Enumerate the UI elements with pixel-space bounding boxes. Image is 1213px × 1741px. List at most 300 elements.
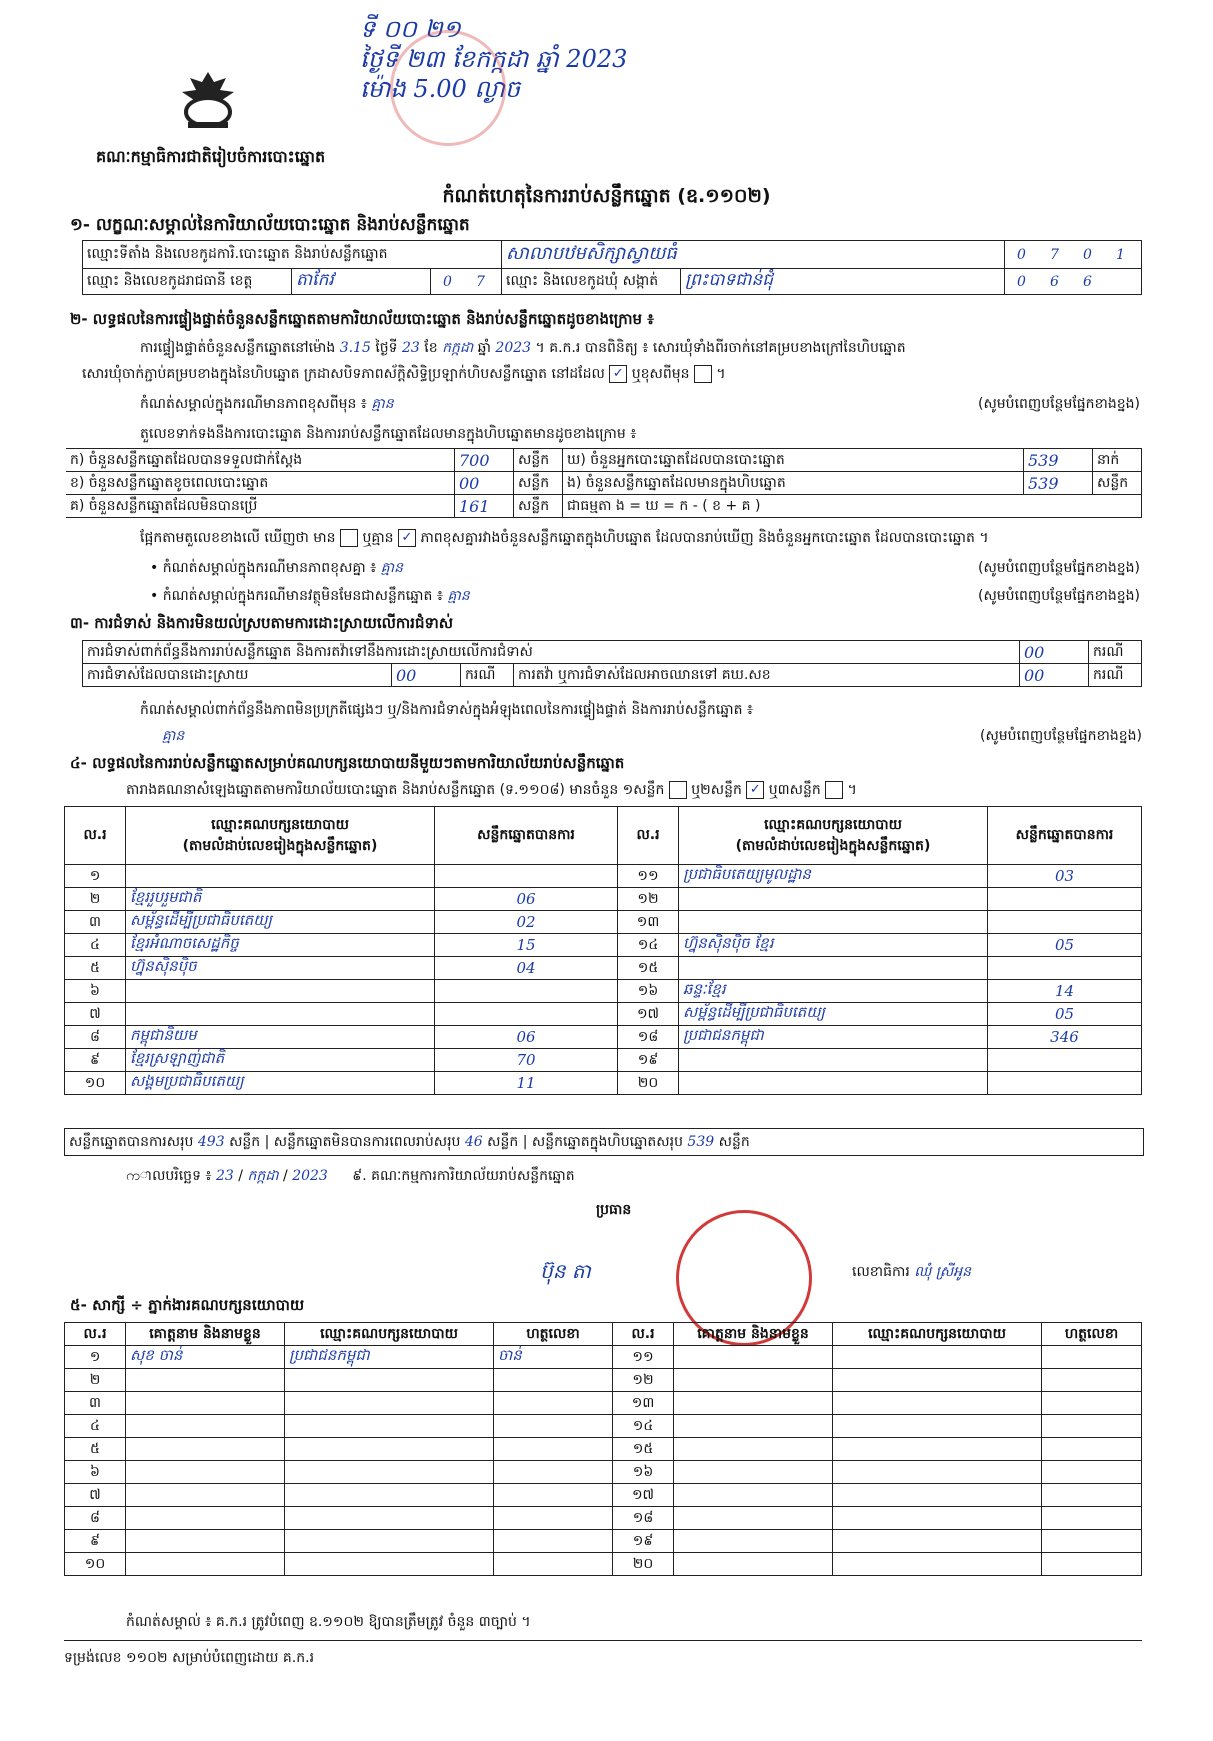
witness-party[interactable]: [285, 1415, 494, 1438]
unit: សន្លឹក: [514, 449, 563, 472]
unit: សន្លឹក: [718, 1134, 750, 1150]
note-line-3: ម៉ោង 5.00 ល្ងាច: [360, 75, 521, 103]
same-check-icon[interactable]: ✓: [609, 365, 627, 383]
row-number: ១០: [65, 1553, 126, 1576]
row-number: ២០: [613, 1553, 674, 1576]
table-row: [65, 1438, 1142, 1461]
time-value: 3.15: [339, 340, 371, 356]
witness-signature[interactable]: [1042, 1530, 1142, 1553]
witness-signature[interactable]: [494, 1507, 613, 1530]
row-number: ១១: [613, 1346, 674, 1369]
row-number: ៩: [65, 1530, 126, 1553]
total-valid-label: សន្លឹកឆ្នោតបានការសរុប: [69, 1134, 194, 1150]
party-name: ប្រជាធិបតេយ្យមូលដ្ឋាន: [679, 865, 988, 888]
year-label: ឆ្នាំ: [477, 340, 491, 356]
row-number: ៨: [65, 1507, 126, 1530]
date-year: 2023: [292, 1168, 328, 1184]
witness-party[interactable]: [285, 1484, 494, 1507]
witness-party[interactable]: [285, 1461, 494, 1484]
witness-signature[interactable]: [1042, 1369, 1142, 1392]
ng-label: ង) ចំនួនសន្លឹកឆ្នោតដែលមានក្នុងហិបឆ្នោត: [563, 472, 1024, 495]
day-value: 23: [401, 340, 420, 356]
verification-line: [140, 338, 1140, 359]
date-line: ကាលបរិច្ឆេទ ៖ 23 / កក្កដា / 2023 ៩. គណៈកម្មការការិយាល័យរាប់សន្លឹកឆ្នោត: [126, 1168, 575, 1184]
witness-name[interactable]: [674, 1507, 833, 1530]
col-votes-header: សន្លឹកឆ្នោតបានការ: [435, 807, 618, 865]
code-digit: 0: [1017, 246, 1026, 263]
witness-name[interactable]: [126, 1507, 285, 1530]
witness-name[interactable]: [674, 1484, 833, 1507]
col-no-header: ល.រ: [65, 1323, 126, 1346]
witness-name[interactable]: [126, 1484, 285, 1507]
table-row: [65, 1072, 1142, 1095]
code-digit: 0: [1083, 246, 1092, 263]
party-name: សម្ព័ន្ធដើម្បីប្រជាធិបតេយ្យ: [679, 1003, 988, 1026]
table-row: [65, 957, 1142, 980]
witness-party[interactable]: [285, 1392, 494, 1415]
table-row: [65, 1484, 1142, 1507]
diff-checkbox[interactable]: [694, 365, 712, 383]
g-label: ឃ) ចំនួនអ្នកបោះឆ្នោតដែលបានបោះឆ្នោត: [563, 449, 1024, 472]
witness-party[interactable]: [285, 1530, 494, 1553]
party-votes: [988, 1049, 1142, 1072]
fill-hint: (សូមបំពេញបន្ថែមផ្នែកខាងខ្នង): [978, 560, 1140, 576]
witness-signature[interactable]: [1042, 1438, 1142, 1461]
table-row: [65, 1003, 1142, 1026]
witness-signature[interactable]: [494, 1392, 613, 1415]
party-name: ហ្វ៊ុនស៊ិនប៉ិច: [126, 957, 435, 980]
witness-name[interactable]: [126, 1369, 285, 1392]
witness-party[interactable]: [833, 1507, 1042, 1530]
total-box-label: សន្លឹកឆ្នោតក្នុងហិបឆ្នោតសរុប: [531, 1134, 683, 1150]
secretary-label: លេខាធិការ: [852, 1264, 910, 1280]
row-number: ១៥: [618, 957, 679, 980]
witness-party[interactable]: [833, 1553, 1042, 1576]
unit: សន្លឹក: [229, 1134, 261, 1150]
note-line-1: ទី ០០ ២១: [360, 15, 461, 43]
date-label: ကាលបរិច្ឆេទ ៖: [126, 1168, 212, 1184]
party-name: [679, 1072, 988, 1095]
table-row: [65, 1461, 1142, 1484]
table-row: [65, 1392, 1142, 1415]
witness-party[interactable]: [285, 1553, 494, 1576]
row-number: ២០: [618, 1072, 679, 1095]
party-name: [679, 957, 988, 980]
party-votes: 15: [435, 934, 618, 957]
formula: ជាធម្មតា ង = ឃ = ក - ( ខ + គ ): [563, 495, 1142, 518]
total-invalid-value: 46: [464, 1134, 483, 1150]
party-votes: 11: [435, 1072, 618, 1095]
row-number: ១៥: [613, 1438, 674, 1461]
row-number: ៣: [65, 1392, 126, 1415]
witness-party[interactable]: [833, 1369, 1042, 1392]
col-votes-header: សន្លឹកឆ្នោតបានការ: [988, 807, 1142, 865]
table-row: [65, 911, 1142, 934]
two-sheet-label: ឬ២សន្លឹក: [691, 782, 742, 798]
witness-signature[interactable]: [1042, 1392, 1142, 1415]
row-number: ១: [65, 1346, 126, 1369]
kh-value: 00: [455, 472, 514, 495]
row2-label: ឈ្មោះ និងលេខកូដរាជធានី ខេត្ត: [83, 269, 292, 295]
witness-name[interactable]: [126, 1553, 285, 1576]
seal-line: សោរឃុំចាក់ភ្ជាប់គម្របខាងក្នុងនៃហិបឆ្នោត ក្រដាសបិទភាពស័ក្តិសិទ្ធិប្រឡាក់ហិបសន្លឹកឆ្នោត នៅដដែល ✓ ឬខុសពីមុន ។: [82, 366, 726, 382]
row-number: ១៣: [618, 911, 679, 934]
row-number: ១០: [65, 1072, 126, 1095]
one-sheet-checkbox[interactable]: [669, 781, 687, 799]
witness-signature[interactable]: [494, 1369, 613, 1392]
party-votes: [988, 1072, 1142, 1095]
row-number: ១៩: [613, 1530, 674, 1553]
party-votes: 14: [988, 980, 1142, 1003]
witness-name[interactable]: [674, 1553, 833, 1576]
compare-line: [140, 528, 1140, 549]
party-votes: 346: [988, 1026, 1142, 1049]
total-box-value: 539: [687, 1134, 715, 1150]
section3-note-label: កំណត់សម្គាល់ពាក់ព័ន្ធនឹងភាពមិនប្រក្រតីផ្សេងៗ ឬ/និងការជំទាស់ក្នុងអំឡុងពេលនៃការផ្ទៀងផ្ទាត់ និងការរាប់សន្លឹកឆ្នោត ៖: [140, 702, 754, 718]
party-votes: [435, 1003, 618, 1026]
witness-signature[interactable]: [1042, 1484, 1142, 1507]
para-a: ការផ្ទៀងផ្ទាត់ចំនួនសន្លឹកឆ្នោតនៅម៉ោង: [140, 340, 336, 356]
witness-signature[interactable]: [494, 1461, 613, 1484]
col-party-title: ឈ្មោះគណបក្សនយោបាយ: [211, 816, 349, 833]
row-number: ៩: [65, 1049, 126, 1072]
table-row: [65, 888, 1142, 911]
row1-code: [1005, 241, 1142, 269]
witness-signature[interactable]: [494, 1438, 613, 1461]
party-votes: [435, 865, 618, 888]
row-number: ៤: [65, 1415, 126, 1438]
three-sheet-label: ឬ៣សន្លឹក: [768, 782, 821, 798]
has-diff-checkbox[interactable]: [340, 529, 358, 547]
fill-hint: (សូមបំពេញបន្ថែមផ្នែកខាងខ្នង): [980, 728, 1142, 744]
witness-signature[interactable]: [1042, 1507, 1142, 1530]
unit: នាក់: [1093, 449, 1142, 472]
note1-label: កំណត់សម្គាល់ក្នុងករណីមានភាពខុសពីមុន ៖: [140, 396, 367, 412]
note1-line: [140, 394, 1140, 415]
row-number: ៦: [65, 980, 126, 1003]
objection-table: [82, 640, 1142, 687]
row-number: ១២: [618, 888, 679, 911]
code-digit: 6: [1050, 273, 1059, 290]
day-label: ថ្ងៃទី: [375, 340, 398, 356]
row-number: ២: [65, 888, 126, 911]
unit: សន្លឹក: [514, 472, 563, 495]
witness-name[interactable]: [674, 1461, 833, 1484]
col-party-title: ឈ្មោះគណបក្សនយោបាយ: [764, 816, 902, 833]
row-number: ១៤: [618, 934, 679, 957]
party-votes: 05: [988, 1003, 1142, 1026]
row-number: ៣: [65, 911, 126, 934]
row-number: ៥: [65, 957, 126, 980]
section1-table: [82, 240, 1142, 295]
form-code: ទម្រង់លេខ ១១០២ សម្រាប់បំពេញដោយ គ.ក.រ: [64, 1650, 315, 1666]
section3-note-value: គ្មាន: [162, 728, 185, 744]
party-name: [126, 1003, 435, 1026]
party-name: [679, 911, 988, 934]
party-name: ប្រជាជនកម្ពុជា: [679, 1026, 988, 1049]
r2b-label: ការតវ៉ា ឬការជំទាស់ដែលអាចឈានទៅ គឃ.សខ: [514, 664, 1020, 687]
row2-code: [431, 269, 502, 295]
row-number: ៧: [65, 1003, 126, 1026]
witness-signature[interactable]: [1042, 1346, 1142, 1369]
section2-title: ២- លទ្ធផលនៃការផ្ទៀងផ្ទាត់ចំនួនសន្លឹកឆ្នោតតាមការិយាល័យបោះឆ្នោត និងរាប់សន្លឹកឆ្នោតដូចខាងក្រោម ៖: [70, 310, 654, 328]
col-party-header: [679, 807, 988, 865]
witness-party[interactable]: [833, 1461, 1042, 1484]
row-number: ១៣: [613, 1392, 674, 1415]
row-number: ៦: [65, 1461, 126, 1484]
col-name-header: គោត្តនាម និងនាមខ្លួន: [126, 1323, 285, 1346]
party-name: [126, 865, 435, 888]
party-votes: [988, 888, 1142, 911]
table-row: [65, 1507, 1142, 1530]
witness-signature[interactable]: [1042, 1415, 1142, 1438]
row1-label: ឈ្មោះទីតាំង និងលេខកូដការិ.បោះឆ្នោត និងរាប់សន្លឹកឆ្នោត: [83, 241, 502, 269]
party-votes: 05: [988, 934, 1142, 957]
r2-value: 00: [392, 664, 461, 687]
row-number: ១៨: [613, 1507, 674, 1530]
witness-party[interactable]: ប្រជាជនកម្ពុជា: [285, 1346, 494, 1369]
witness-signature[interactable]: [494, 1484, 613, 1507]
row-number: ១៨: [618, 1026, 679, 1049]
party-name: ខ្មែរស្រឡាញ់ជាតិ: [126, 1049, 435, 1072]
code-digit: 0: [1017, 273, 1026, 290]
row-number: ១៩: [618, 1049, 679, 1072]
row-number: ១: [65, 865, 126, 888]
r2-label: ការជំទាស់ដែលបានដោះស្រាយ: [83, 664, 392, 687]
party-name: ឆន្ទៈខ្មែរ: [679, 980, 988, 1003]
table-row: [65, 1026, 1142, 1049]
commission-emblem-icon: [168, 68, 248, 130]
chair-label: ប្រធាន: [596, 1202, 632, 1218]
row-number: ៧: [65, 1484, 126, 1507]
note3-line: [150, 586, 1140, 607]
note2-line: [150, 558, 1140, 579]
date-day: 23: [216, 1168, 234, 1184]
party-name: ខ្មែររួបរួមជាតិ: [126, 888, 435, 911]
no-diff-check-icon[interactable]: ✓: [398, 529, 416, 547]
table-row: [65, 1415, 1142, 1438]
party-name: សង្គមប្រជាធិបតេយ្យ: [126, 1072, 435, 1095]
party-votes: 04: [435, 957, 618, 980]
witness-name[interactable]: [126, 1461, 285, 1484]
party-votes: 02: [435, 911, 618, 934]
code-digit: 6: [1083, 273, 1092, 290]
col-party-header: ឈ្មោះគណបក្សនយោបាយ: [285, 1323, 494, 1346]
note2-label: • កំណត់សម្គាល់ក្នុងករណីមានភាពខុសគ្នា ៖: [150, 560, 377, 576]
row-number: ១១: [618, 865, 679, 888]
compare-b: ឬគ្មាន: [362, 530, 394, 546]
party-name: [126, 980, 435, 1003]
para-c: សោរឃុំចាក់ភ្ជាប់គម្របខាងក្នុងនៃហិបឆ្នោត ក្រដាសបិទភាពស័ក្តិសិទ្ធិប្រឡាក់ហិបសន្លឹកឆ្នោត នៅដដែល: [82, 366, 605, 382]
year-value: 2023: [495, 340, 532, 356]
witness-signature[interactable]: [494, 1530, 613, 1553]
compare-a: ផ្អែកតាមតួលេខខាងលើ ឃើញថា មាន: [140, 530, 336, 546]
table-row: [65, 865, 1142, 888]
code-digit: 7: [476, 273, 485, 290]
witness-name[interactable]: [674, 1392, 833, 1415]
k-value: 700: [455, 449, 514, 472]
witness-party[interactable]: [833, 1415, 1042, 1438]
witness-party[interactable]: [285, 1438, 494, 1461]
witness-signature[interactable]: ចាន់: [494, 1346, 613, 1369]
unit: សន្លឹក: [1093, 472, 1142, 495]
party-name: [679, 888, 988, 911]
party-votes: 70: [435, 1049, 618, 1072]
witness-party[interactable]: [833, 1438, 1042, 1461]
table-row: [65, 1049, 1142, 1072]
col-sign-header: ហត្ថលេខា: [1042, 1323, 1142, 1346]
g-value: 539: [1024, 449, 1093, 472]
party-name: សម្ព័ន្ធដើម្បីប្រជាធិបតេយ្យ: [126, 911, 435, 934]
three-sheet-checkbox[interactable]: [825, 781, 843, 799]
table-row: [65, 1553, 1142, 1576]
row-number: ១៧: [618, 1003, 679, 1026]
note2-value: គ្មាន: [380, 560, 404, 576]
form-title: កំណត់ហេតុនៃការរាប់សន្លឹកឆ្នោត (ឧ.១១០២): [442, 185, 771, 207]
ballot-sheets-label: តារាងគណនាសំឡេងឆ្នោតតាមការិយាល័យបោះឆ្នោត និងរាប់សន្លឹកឆ្នោត (ទ.១១០៨) មានចំនួន ១សន្លឹក: [126, 782, 665, 798]
party-votes: [988, 957, 1142, 980]
row-number: ១៦: [613, 1461, 674, 1484]
k-label: ក) ចំនួនសន្លឹកឆ្នោតដែលបានទទួលជាក់ស្តែង: [66, 449, 455, 472]
col-party-header: ឈ្មោះគណបក្សនយោបាយ: [833, 1323, 1042, 1346]
witness-party[interactable]: [285, 1507, 494, 1530]
party-name: ខ្មែរអំណាចសេដ្ឋកិច្ច: [126, 934, 435, 957]
unit: សន្លឹក: [487, 1134, 519, 1150]
row-number: ១៧: [613, 1484, 674, 1507]
witness-name[interactable]: [674, 1438, 833, 1461]
witness-name[interactable]: [674, 1369, 833, 1392]
total-invalid-label: សន្លឹកឆ្នោតមិនបានការពេលរាប់សរុប: [273, 1134, 461, 1150]
witness-name[interactable]: [126, 1438, 285, 1461]
table-row: [65, 934, 1142, 957]
r2b-value: 00: [1020, 664, 1089, 687]
footer-note: កំណត់សម្គាល់ ៖ គ.ក.រ ត្រូវបំពេញ ឧ.១១០២ ឱ្យបានត្រឹមត្រូវ ចំនួន ៣ច្បាប់ ។: [126, 1614, 531, 1630]
row-number: ១៦: [618, 980, 679, 1003]
table-row: [65, 1346, 1142, 1369]
table-row: [65, 980, 1142, 1003]
col-no-header: ល.រ: [65, 807, 126, 865]
ng-value: 539: [1024, 472, 1093, 495]
chair-signature: ប៊ុន តា: [540, 1259, 591, 1283]
witness-name[interactable]: [126, 1530, 285, 1553]
section5-title: ៥- សាក្សី ÷ ភ្នាក់ងារគណបក្សនយោបាយ: [70, 1296, 305, 1314]
section4-title: ៤- លទ្ធផលនៃការរាប់សន្លឹកឆ្នោតសម្រាប់គណបក្សនយោបាយនីមួយៗតាមការិយាល័យរាប់សន្លឹកឆ្នោត: [70, 754, 625, 772]
col-no-header: ល.រ: [618, 807, 679, 865]
witness-name[interactable]: [126, 1415, 285, 1438]
witness-party[interactable]: [285, 1369, 494, 1392]
col-no-header: ល.រ: [613, 1323, 674, 1346]
witness-signature[interactable]: [1042, 1553, 1142, 1576]
col-sign-header: ហត្ថលេខា: [494, 1323, 613, 1346]
witness-name[interactable]: [674, 1530, 833, 1553]
top-stamp-icon: [390, 30, 506, 146]
r1-value: 00: [1020, 641, 1089, 664]
witness-party[interactable]: [833, 1346, 1042, 1369]
party-name: [679, 1049, 988, 1072]
row2-commune-code: [1005, 269, 1142, 295]
row-number: ២: [65, 1369, 126, 1392]
col-party-sub: (តាមលំដាប់លេខរៀងក្នុងសន្លឹកឆ្នោត): [735, 837, 931, 854]
col-party-sub: (តាមលំដាប់លេខរៀងក្នុងសន្លឹកឆ្នោត): [182, 837, 378, 854]
ballot-sheets-line: តារាងគណនាសំឡេងឆ្នោតតាមការិយាល័យបោះឆ្នោត និងរាប់សន្លឹកឆ្នោត (ទ.១១០៨) មានចំនួន ១សន្លឹក ឬ២សន្លឹក ✓ ឬ៣សន្លឹក ។: [126, 782, 857, 798]
row-number: ៥: [65, 1438, 126, 1461]
witness-name[interactable]: សុខ ចាន់: [126, 1346, 285, 1369]
section1-title: ១- លក្ខណៈសម្គាល់នៃការិយាល័យបោះឆ្នោត និងរាប់សន្លឹកឆ្នោត: [70, 215, 470, 235]
month-value: កក្កដា: [442, 340, 474, 356]
witness-name[interactable]: [126, 1392, 285, 1415]
row1-value: សាលាបឋមសិក្សាស្វាយធំ: [502, 241, 1005, 269]
compare-c: ភាពខុសគ្នារវាងចំនួនសន្លឹកឆ្នោតក្នុងហិបឆ្នោត ដែលបានរាប់ឃើញ និងចំនួនអ្នកបោះឆ្នោត ដែលបានបោះឆ្នោត ។: [420, 530, 989, 546]
row-number: ១២: [613, 1369, 674, 1392]
results-table: [64, 806, 1142, 1095]
row2-commune-label: ឈ្មោះ និងលេខកូដឃុំ សង្កាត់: [502, 269, 681, 295]
party-votes: 06: [435, 1026, 618, 1049]
footer-divider: [64, 1640, 1142, 1641]
para-b: ។ គ.ក.រ បានពិនិត្យ ៖ សោរឃុំទាំងពីរចាក់នៅគម្របខាងក្រៅនៃហិបឆ្នោត: [535, 340, 906, 356]
party-votes: 03: [988, 865, 1142, 888]
month-label: ខែ: [424, 340, 438, 356]
witness-name[interactable]: [674, 1415, 833, 1438]
witness-table: [64, 1322, 1142, 1576]
or-diff-label: ឬខុសពីមុន: [631, 366, 690, 382]
figures-table: [66, 448, 1142, 518]
commission-name: គណៈកម្មាធិការជាតិរៀបចំការបោះឆ្នោត: [96, 147, 326, 166]
row2-commune-value: ព្រះបាទជាន់ជុំ: [681, 269, 1005, 295]
party-votes: [435, 980, 618, 1003]
witness-party[interactable]: [833, 1392, 1042, 1415]
note3-value: គ្មាន: [447, 588, 470, 604]
ko-label: គ) ចំនួនសន្លឹកឆ្នោតដែលមិនបានប្រើ: [66, 495, 455, 518]
row-number: ៤: [65, 934, 126, 957]
party-name: ហ្វ៊ុនស៊ិនប៉ិច ខ្មែរ: [679, 934, 988, 957]
figures-intro: តួលេខទាក់ទងនឹងការបោះឆ្នោត និងការរាប់សន្លឹកឆ្នោតដែលមានក្នុងហិបឆ្នោតមានដូចខាងក្រោម ៖: [140, 426, 637, 442]
row-number: ១៤: [613, 1415, 674, 1438]
witness-party[interactable]: [833, 1530, 1042, 1553]
unit: ករណី: [461, 664, 514, 687]
witness-signature[interactable]: [494, 1553, 613, 1576]
section3-note-line: [82, 726, 1142, 747]
code-digit: 0: [443, 273, 452, 290]
code-digit: 7: [1050, 246, 1059, 263]
table-row: [65, 1530, 1142, 1553]
witness-name[interactable]: [674, 1346, 833, 1369]
unit: ករណី: [1089, 641, 1142, 664]
two-sheet-check-icon[interactable]: ✓: [746, 781, 764, 799]
ko-value: 161: [455, 495, 514, 518]
note1-value: គ្មាន: [371, 396, 394, 412]
witness-signature[interactable]: [1042, 1461, 1142, 1484]
table-row: [65, 1369, 1142, 1392]
col-party-header: [126, 807, 435, 865]
party-name: កម្ពុជានិយម: [126, 1026, 435, 1049]
totals-line: សន្លឹកឆ្នោតបានការសរុប 493 សន្លឹក | សន្លឹកឆ្នោតមិនបានការពេលរាប់សរុប 46 សន្លឹក | សន្លឹកឆ្នោតក្នុងហិបឆ្នោតសរុប 539 សន្លឹក: [64, 1128, 1144, 1156]
unit: សន្លឹក: [514, 495, 563, 518]
row-number: ៨: [65, 1026, 126, 1049]
kh-label: ខ) ចំនួនសន្លឹកឆ្នោតខូចពេលបោះឆ្នោត: [66, 472, 455, 495]
r1-label: ការជំទាស់ពាក់ព័ន្ធនឹងការរាប់សន្លឹកឆ្នោត និងការតវ៉ាទៅនឹងការដោះស្រាយលើការជំទាស់: [83, 641, 1020, 664]
total-valid-value: 493: [197, 1134, 225, 1150]
witness-party[interactable]: [833, 1484, 1042, 1507]
party-votes: 06: [435, 888, 618, 911]
row2-value: តាកែវ: [292, 269, 431, 295]
fill-hint: (សូមបំពេញបន្ថែមផ្នែកខាងខ្នង): [978, 396, 1140, 412]
fill-hint: (សូមបំពេញបន្ថែមផ្នែកខាងខ្នង): [978, 588, 1140, 604]
code-digit: 1: [1116, 246, 1125, 263]
date-month: កក្កដា: [247, 1168, 279, 1184]
note3-label: • កំណត់សម្គាល់ក្នុងករណីមានវត្ថុមិនមែនជាសន្លឹកឆ្នោត ៖: [150, 588, 443, 604]
witness-signature[interactable]: [494, 1415, 613, 1438]
secretary-line: [852, 1262, 971, 1283]
